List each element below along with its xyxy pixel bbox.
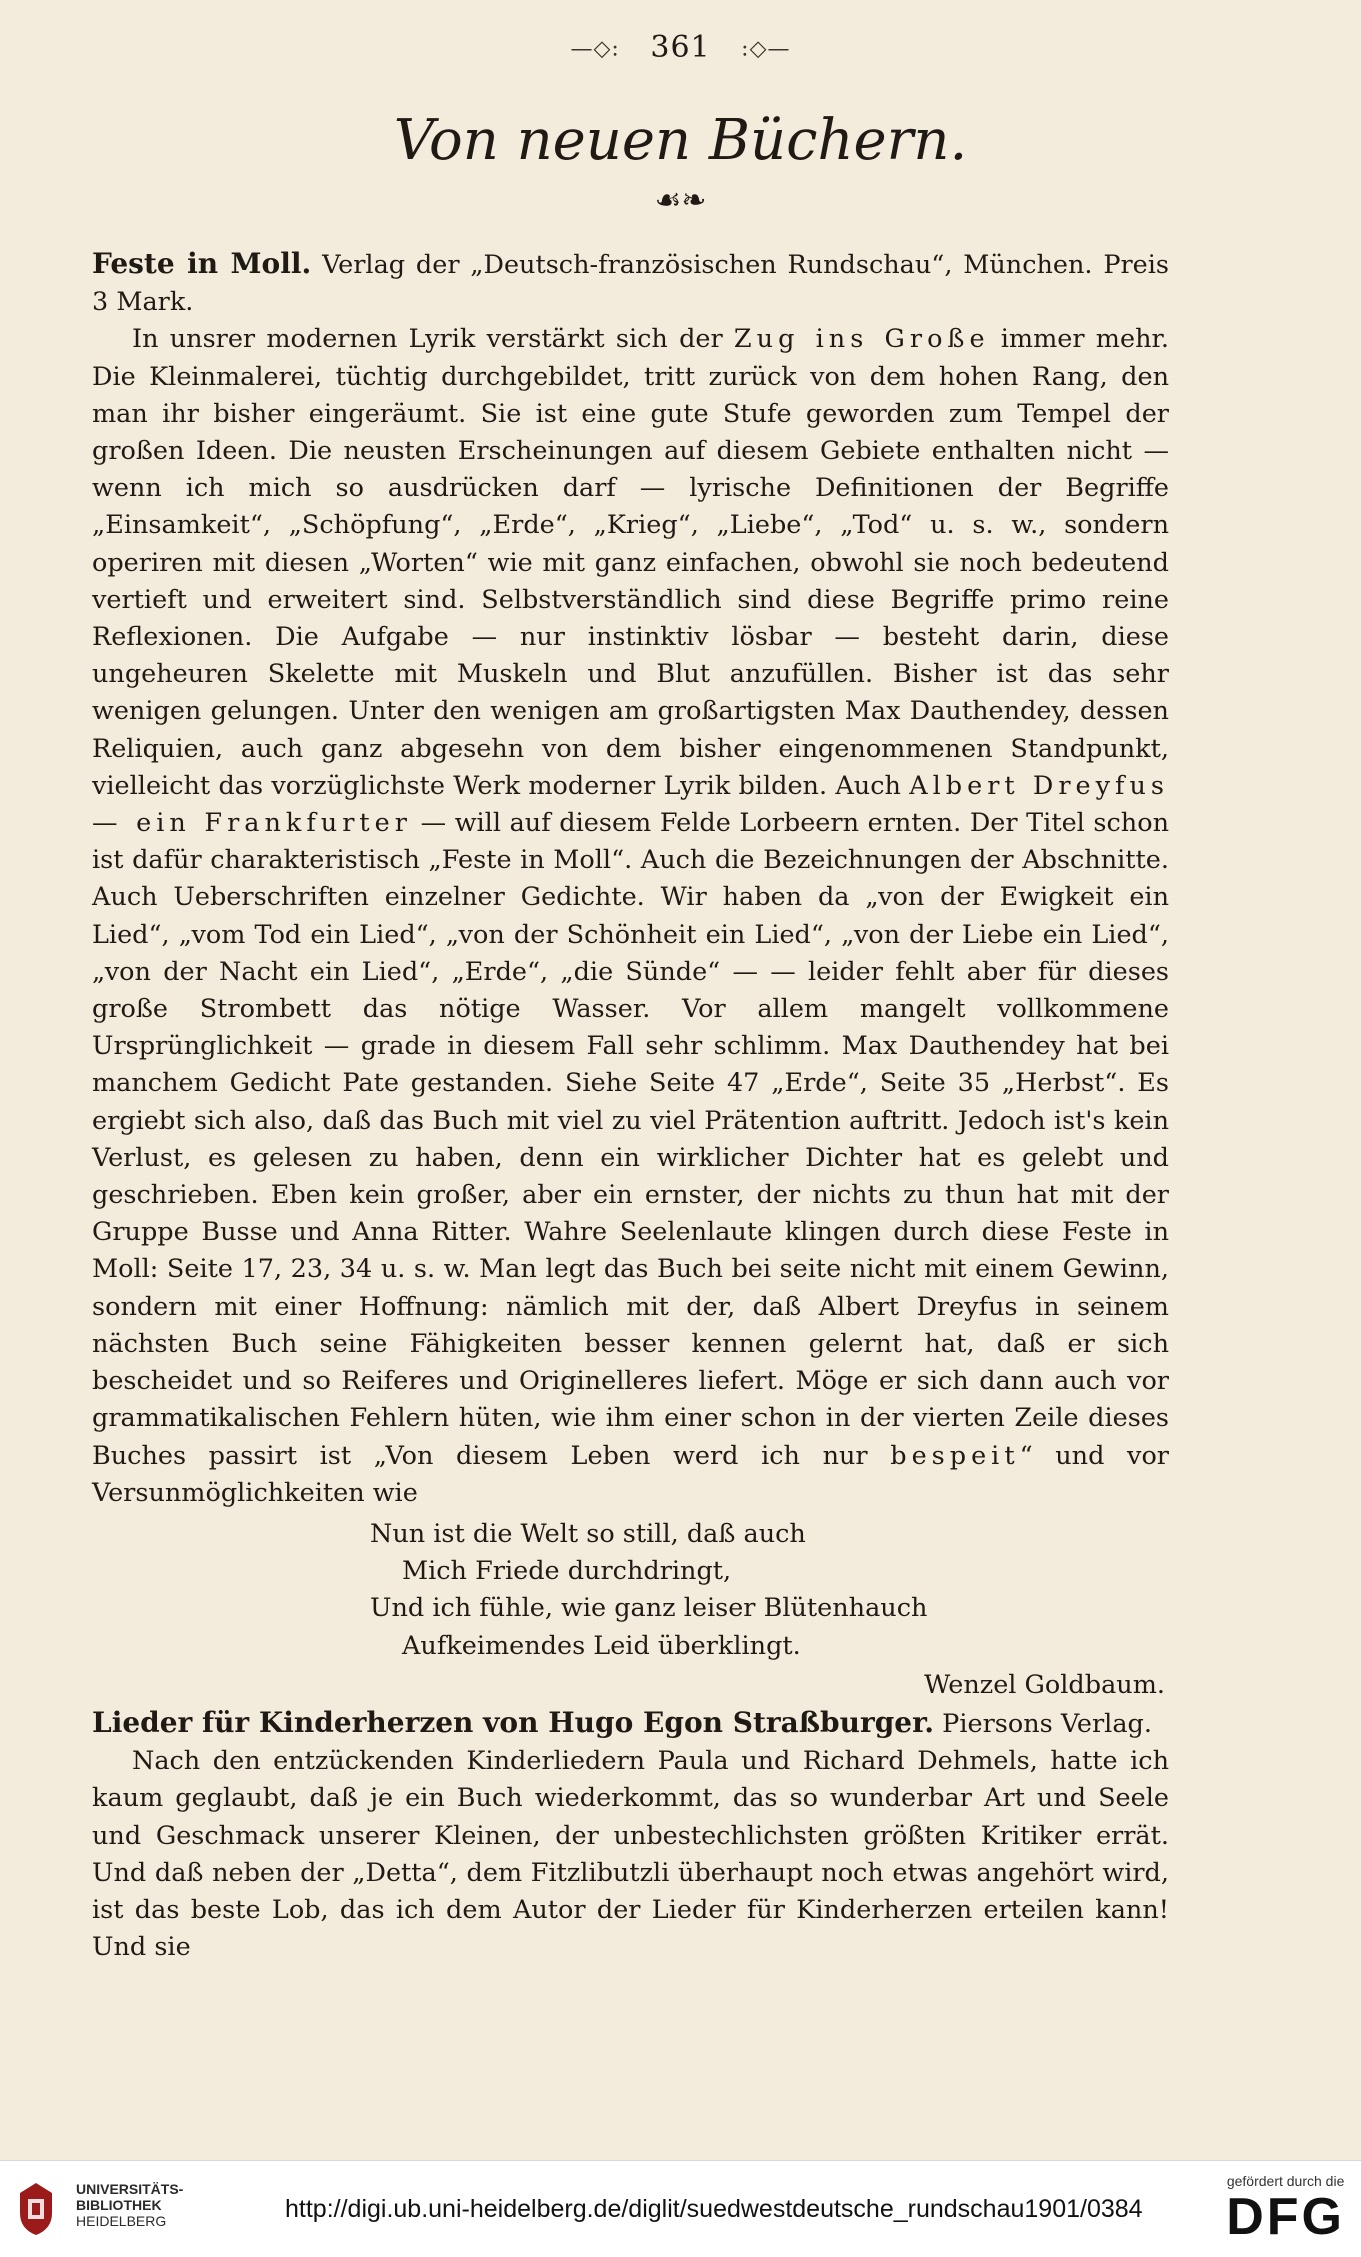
dfg-logo: DFG xyxy=(1226,2188,1345,2246)
page-header xyxy=(0,30,1361,65)
funding-credit xyxy=(1226,2173,1345,2245)
university-seal-icon xyxy=(12,2179,60,2239)
review-heading xyxy=(92,245,1169,321)
footer-bar xyxy=(0,2160,1361,2257)
ornament-left: —◇: xyxy=(570,36,620,62)
poem-line: Mich Friede durchdringt, xyxy=(402,1556,732,1587)
text-run: In unsrer modernen Lyrik verstärkt sich der xyxy=(132,324,723,355)
library-name-line: UNIVERSITÄTS- xyxy=(76,2181,184,2197)
review-publisher: Verlag der „Deutsch-französischen Rundschau“, München. Preis 3 Mark. xyxy=(92,250,1169,318)
fleuron-ornament: ☙❧ xyxy=(654,183,707,218)
ornament-right: :◇— xyxy=(741,36,791,62)
review-paragraph xyxy=(92,321,1169,1512)
author-signature: Wenzel Goldbaum. xyxy=(924,1669,1165,1700)
library-name-line: BIBLIOTHEK xyxy=(76,2197,162,2213)
poem-line: Nun ist die Welt so still, daß auch xyxy=(370,1518,806,1549)
emphasized-text: bespeit xyxy=(890,1440,1020,1471)
funded-by-label: gefördert durch die xyxy=(1226,2173,1345,2189)
emphasized-text: Albert Dreyfus — ein Frankfurter xyxy=(92,770,1169,839)
review-heading xyxy=(92,1704,1169,1743)
emphasized-text: Zug ins Große xyxy=(733,324,990,355)
review-publisher: Piersons Verlag. xyxy=(942,1708,1152,1739)
review-title: Feste in Moll. xyxy=(92,247,312,280)
review-paragraph: Nach den entzückenden Kinderliedern Paula und Richard Dehmels, hatte ich kaum geglaubt, daß je ein Buch wiederkommt, das so wunderbar Art und Seele und Geschmack unserer Kleinen, der unbestechlichsten größten Kritiker errät. Und daß neben der „Detta“, dem Fitzlibutzli überhaupt noch etwas angehört wird, ist das beste Lob, das ich dem Autor der Lieder für Kinderherzen erteilen kann! Und sie xyxy=(92,1746,1169,1963)
library-name xyxy=(76,2181,183,2229)
library-name-line: HEIDELBERG xyxy=(76,2213,167,2229)
poem-line: Und ich fühle, wie ganz leiser Blütenhauch xyxy=(370,1593,928,1624)
text-run: “ und vor Versunmöglichkeiten wie xyxy=(92,1440,1170,1508)
review-title: Lieder für Kinderherzen von Hugo Egon Straßburger. xyxy=(92,1705,935,1739)
section-title: Von neuen Büchern. xyxy=(393,108,968,173)
article-body xyxy=(92,245,1169,1966)
poem-line: Aufkeimendes Leid überklingt. xyxy=(402,1630,801,1661)
text-run: immer mehr. Die Kleinmalerei, tüchtig durchgebildet, tritt zurück von dem hohen Rang, den man ihr bisher eingeräumt. Sie ist eine gute Stufe geworden zum Tempel der großen Ideen. Die neusten Erscheinungen auf diesem Gebiete enthalten nicht — wenn ich mich so ausdrücken darf — lyrische Definitionen der Begriffe „Einsamkeit“, „Schöpfung“, „Erde“, „Krieg“, „Liebe“, „Tod“ u. s. w., sondern operiren mit diesen „Worten“ wie mit ganz einfachen, obwohl sie noch bedeutend vertieft und erweitert sind. Selbstverständlich sind diese Begriffe primo reine Reflexionen. Die Aufgabe — nur instinktiv lösbar — besteht darin, diese ungeheuren Skelette mit Muskeln und Blut anzufüllen. Bisher ist das sehr wenigen gelungen. Unter den wenigen am großartigsten Max Dauthendey, dessen Reliquien, auch ganz abgesehn von dem bisher eingenommenen Standpunkt, vielleicht das vorzüglichste Werk moderner Lyrik bilden. Auch xyxy=(92,324,1169,801)
page-number: 361 xyxy=(650,30,711,65)
poem-quote xyxy=(92,1516,1169,1665)
text-run: — will auf diesem Felde Lorbeern ernten. Der Titel schon ist dafür charakteristisch „Feste in Moll“. Auch die Bezeichnungen der Abschnitte. Auch Ueberschriften einzelner Gedichte. Wir haben da „von der Ewigkeit ein Lied“, „vom Tod ein Lied“, „von der Schönheit ein Lied“, „von der Liebe ein Lied“, „von der Nacht ein Lied“, „Erde“, „die Sünde“ — — leider fehlt aber für dieses große Strombett das nötige Wasser. Vor allem mangelt vollkommene Ursprünglichkeit — grade in diesem Fall sehr schlimm. Max Dauthendey hat bei manchem Gedicht Pate gestanden. Siehe Seite 47 „Erde“, Seite 35 „Herbst“. Es ergiebt sich also, daß das Buch mit viel zu viel Prätention auftritt. Jedoch ist's kein Verlust, es gelesen zu haben, denn ein wirklicher Dichter hat es gelebt und geschrieben. Eben kein großer, aber ein ernster, der nichts zu thun hat mit der Gruppe Busse und Anna Ritter. Wahre Seelenlaute klingen durch diese Feste in Moll: Seite 17, 23, 34 u. s. w. Man legt das Buch bei seite nicht mit einem Gewinn, sondern mit einer Hoffnung: nämlich mit der, daß Albert Dreyfus in seinem nächsten Buch seine Fähigkeiten besser kennen gelernt hat, daß er sich bescheidet und so Reiferes und Originelleres liefert. Möge er sich dann auch vor grammatikalischen Fehlern hüten, wie ihm einer schon in der vierten Zeile dieses Buches passirt ist „Von diesem Leben werd ich nur xyxy=(92,808,1170,1471)
permalink-url[interactable]: http://digi.ub.uni-heidelberg.de/diglit/suedwestdeutsche_rundschau1901/0384 xyxy=(285,2195,1143,2223)
